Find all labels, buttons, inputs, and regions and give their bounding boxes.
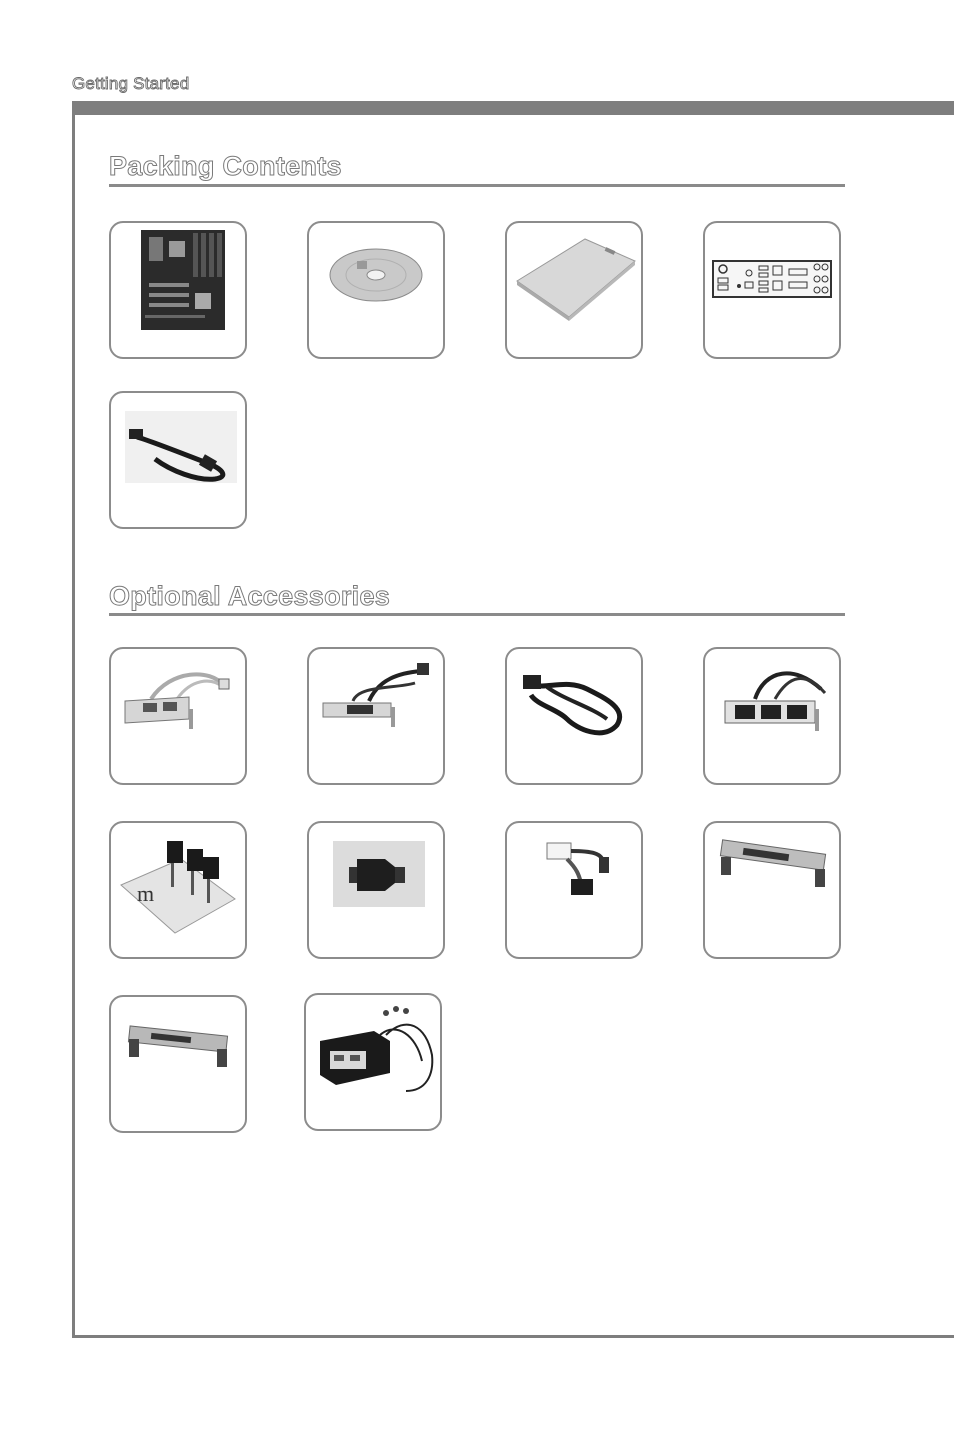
motherboard-card bbox=[109, 221, 247, 359]
io-shield-icon bbox=[705, 223, 839, 357]
power-cable-card bbox=[505, 647, 643, 785]
m-connectors-icon bbox=[111, 823, 245, 957]
sata-power-icon bbox=[507, 823, 641, 957]
left-margin-rule bbox=[72, 101, 75, 1338]
packing-contents-rule bbox=[109, 184, 845, 187]
sata-power-card bbox=[505, 821, 643, 959]
bottom-rule bbox=[72, 1335, 954, 1338]
esata-bracket-icon bbox=[309, 649, 443, 783]
io-shield-card bbox=[703, 221, 841, 359]
motherboard-icon bbox=[111, 223, 245, 357]
m-connectors-card bbox=[109, 821, 247, 959]
header-bar bbox=[72, 101, 954, 115]
crossfire-bridge-icon bbox=[111, 997, 245, 1131]
disc-icon bbox=[309, 223, 443, 357]
front-panel-card bbox=[304, 993, 442, 1131]
usb-bracket-icon bbox=[111, 649, 245, 783]
front-panel-icon bbox=[306, 995, 440, 1129]
serial-bracket-card bbox=[703, 647, 841, 785]
optional-accessories-title: Optional Accessories bbox=[109, 581, 391, 611]
usb-bracket-card bbox=[109, 647, 247, 785]
manual-icon bbox=[507, 223, 641, 357]
user-guide-card bbox=[505, 221, 643, 359]
usb-adapter-icon bbox=[309, 823, 443, 957]
svg-text:m: m bbox=[137, 881, 155, 906]
sata-cable-icon bbox=[111, 393, 245, 527]
driver-disc-card bbox=[307, 221, 445, 359]
esata-bracket-card bbox=[307, 647, 445, 785]
sli-bridge-card bbox=[703, 821, 841, 959]
power-cable-icon bbox=[507, 649, 641, 783]
sata-cable-card bbox=[109, 391, 247, 529]
optional-accessories-rule bbox=[109, 613, 845, 616]
running-header: Getting Started bbox=[72, 74, 190, 93]
packing-contents-title: Packing Contents bbox=[109, 151, 342, 181]
sli-bridge-icon bbox=[705, 823, 839, 957]
usb-adapter-card bbox=[307, 821, 445, 959]
serial-bracket-icon bbox=[705, 649, 839, 783]
crossfire-bridge-card bbox=[109, 995, 247, 1133]
